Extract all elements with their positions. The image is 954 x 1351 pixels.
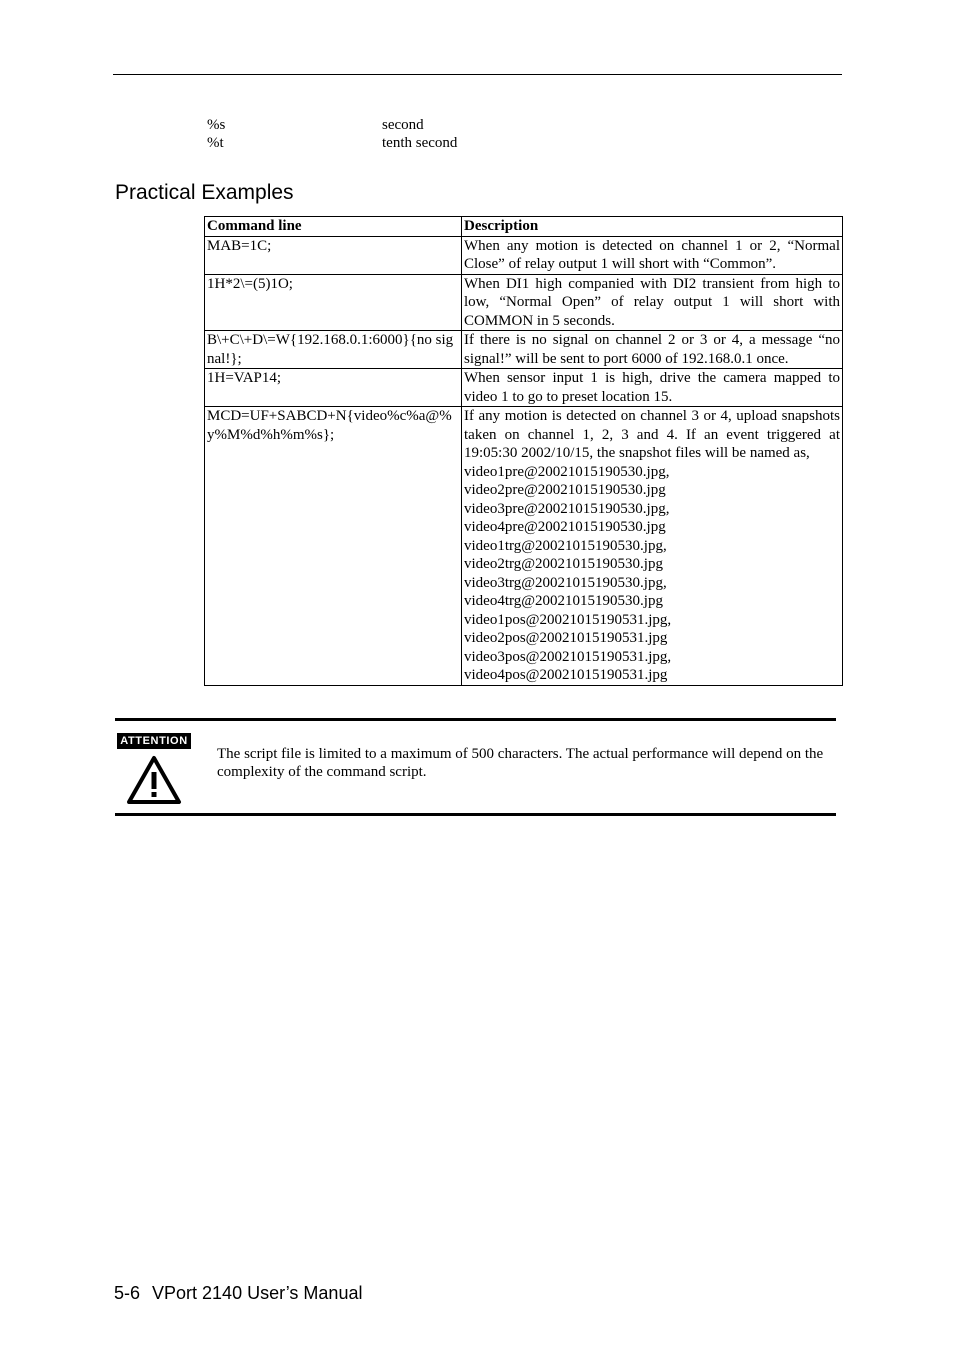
header-rule — [113, 74, 842, 75]
attention-bottom-rule — [115, 813, 836, 816]
description-cell — [462, 407, 843, 686]
page-footer — [114, 1282, 362, 1304]
snapshot-filename: video4pre@20021015190530.jpg — [464, 519, 666, 535]
column-header-command: Command line — [205, 217, 462, 237]
description-cell: When sensor input 1 is high, drive the camera mapped to video 1 to go to preset location 15. — [462, 369, 843, 407]
command-cell: 1H*2\=(5)1O; — [205, 274, 462, 331]
snapshot-filename: video4pos@20021015190531.jpg — [464, 667, 668, 683]
table-row — [205, 331, 843, 369]
snapshot-filename: video4trg@20021015190530.jpg — [464, 593, 663, 609]
format-code-meaning: second — [382, 117, 424, 133]
command-cell: MAB=1C; — [205, 236, 462, 274]
snapshot-filename: video3trg@20021015190530.jpg, — [464, 574, 667, 591]
table-header-row — [205, 217, 843, 237]
snapshot-filename: video3pre@20021015190530.jpg, — [464, 500, 670, 517]
snapshot-filename: video2trg@20021015190530.jpg — [464, 556, 663, 572]
examples-table — [204, 216, 843, 686]
page-number: 5-6 — [114, 1283, 141, 1303]
table-row — [205, 407, 843, 686]
snapshot-filename: video1trg@20021015190530.jpg, — [464, 537, 667, 554]
command-cell: MCD=UF+SABCD+N{video%c%a@%y%M%d%h%m%s}; — [205, 407, 462, 686]
format-code-meaning: tenth second — [382, 135, 458, 151]
manual-title: VPort 2140 User’s Manual — [152, 1283, 363, 1303]
table-row — [205, 274, 843, 331]
snapshot-filename: video3pos@20021015190531.jpg, — [464, 648, 672, 665]
snapshot-filename: video2pos@20021015190531.jpg — [464, 630, 668, 646]
description-cell: When any motion is detected on channel 1 or 2, “Normal Close” of relay output 1 will short with “Common”. — [462, 236, 843, 274]
table-row — [205, 369, 843, 407]
table-row — [205, 236, 843, 274]
command-cell: B\+C\+D\=W{192.168.0.1:6000}{no signal!}; — [205, 331, 462, 369]
attention-top-rule — [115, 718, 836, 721]
description-text: If any motion is detected on channel 3 or 4, upload snapshots taken on channel 1, 2, 3 and 4. If an event triggered at 19:05:30 2002/10/15, the snapshot files will be named as, — [464, 408, 840, 461]
section-title: Practical Examples — [115, 181, 294, 204]
snapshot-filename: video1pos@20021015190531.jpg, — [464, 611, 672, 628]
attention-text: The script file is limited to a maximum of 500 characters. The actual performance will depend on the complexity of the command script. — [217, 746, 824, 780]
description-cell: If there is no signal on channel 2 or 3 or 4, a message “no signal!” will be sent to port 6000 of 192.168.0.1 once. — [462, 331, 843, 369]
snapshot-filename: video2pre@20021015190530.jpg — [464, 482, 666, 498]
format-code: %s — [207, 117, 226, 133]
snapshot-filename: video1pre@20021015190530.jpg, — [464, 463, 670, 480]
description-cell: When DI1 high companied with DI2 transient from high to low, “Normal Open” of relay output 1 will short with COMMON in 5 seconds. — [462, 274, 843, 331]
column-header-description: Description — [462, 217, 843, 237]
command-cell: 1H=VAP14; — [205, 369, 462, 407]
format-code: %t — [207, 135, 224, 151]
warning-triangle-icon — [126, 755, 182, 805]
attention-label: ATTENTION — [117, 733, 191, 749]
